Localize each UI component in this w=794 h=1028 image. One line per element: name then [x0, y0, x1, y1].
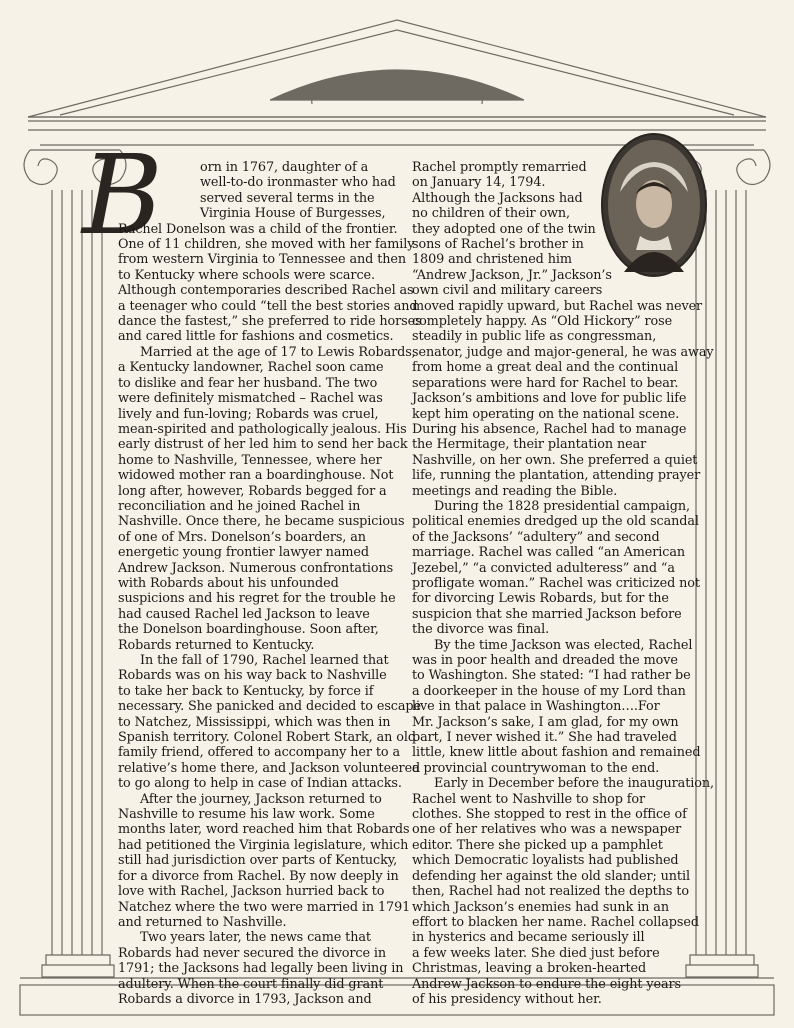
text-line: separations were hard for Rachel to bear.	[412, 375, 679, 391]
text-line: In the fall of 1790, Rachel learned that	[140, 653, 389, 668]
text-line: defending her against the old slander; until	[412, 868, 690, 884]
text-line: had caused Rachel led Jackson to leave	[118, 606, 370, 622]
text-line: which Jackson’s enemies had sunk in an	[412, 899, 669, 915]
text-line: suspicion that she married Jackson before	[412, 606, 682, 622]
text-column-left	[118, 160, 422, 1007]
text-line: the divorce was final.	[412, 622, 550, 638]
text-line: part, I never wished it.” She had traveled	[412, 730, 677, 746]
text-line: 1791; the Jacksons had legally been living in	[118, 961, 404, 977]
text-line: Rachel Donelson was a child of the frontier.	[118, 221, 398, 237]
text-line: 1809 and christened him	[412, 252, 572, 268]
text-line: Virginia House of Burgesses,	[200, 206, 386, 222]
text-line: clothes. She stopped to rest in the office of	[412, 807, 687, 823]
text-line: Robards returned to Kentucky.	[118, 637, 315, 653]
text-line: widowed mother ran a boardinghouse. Not	[118, 468, 394, 484]
text-line: Nashville, on her own. She preferred a quiet	[412, 452, 698, 468]
text-line: months later, word reached him that Robards	[118, 822, 410, 838]
text-line: During the 1828 presidential campaign,	[434, 498, 690, 514]
text-line: “Andrew Jackson, Jr.” Jackson’s	[412, 267, 612, 283]
text-line: early distrust of her led him to send her back	[118, 437, 408, 453]
text-line: Although contemporaries described Rachel as	[118, 283, 414, 299]
text-line: to Natchez, Mississippi, which was then in	[118, 714, 391, 730]
text-line: a doorkeeper in the house of my Lord than	[412, 683, 686, 699]
text-line: in hysterics and became seriously ill	[412, 930, 645, 946]
text-line: moved rapidly upward, but Rachel was never	[412, 298, 703, 314]
text-line: a few weeks later. She died just before	[412, 945, 660, 961]
text-line: By the time Jackson was elected, Rachel	[434, 637, 693, 653]
text-line: of one of Mrs. Donelson’s boarders, an	[118, 529, 366, 545]
text-line: which Democratic loyalists had published	[412, 853, 679, 869]
text-line: Jezebel,” “a convicted adulteress” and “a	[412, 560, 675, 576]
text-line: a Kentucky landowner, Rachel soon came	[118, 360, 384, 376]
text-line: still had jurisdiction over parts of Kentucky,	[118, 853, 398, 869]
text-line: Andrew Jackson to endure the eight years	[412, 976, 682, 992]
text-line: a provincial countrywoman to the end.	[412, 760, 660, 776]
text-line: family friend, offered to accompany her to a	[118, 745, 400, 761]
text-line: from home a great deal and the continual	[412, 360, 679, 376]
text-line: love with Rachel, Jackson hurried back to	[118, 884, 385, 900]
text-line: necessary. She panicked and decided to escape	[118, 699, 421, 715]
text-line: mean-spirited and pathologically jealous. His	[118, 421, 407, 437]
text-column-right	[412, 160, 714, 1007]
text-line: effort to blacken her name. Rachel collapsed	[412, 914, 699, 930]
text-line: Nashville to resume his law work. Some	[118, 807, 375, 823]
text-line: the Donelson boardinghouse. Soon after,	[118, 622, 379, 638]
text-line: little, knew little about fashion and remained	[412, 745, 701, 761]
text-line: editor. There she picked up a pamphlet	[412, 837, 663, 853]
text-line: One of 11 children, she moved with her family	[118, 237, 415, 253]
text-line: the Hermitage, their plantation near	[412, 437, 647, 453]
text-line: dance the fastest,” she preferred to ride horses	[118, 314, 422, 330]
text-line: meetings and reading the Bible.	[412, 483, 618, 499]
text-line: Robards a divorce in 1793, Jackson and	[118, 991, 372, 1007]
text-line: After the journey, Jackson returned to	[140, 791, 382, 807]
text-line: energetic young frontier lawyer named	[118, 545, 369, 561]
text-line: to take her back to Kentucky, by force if	[118, 683, 374, 699]
text-line: profligate woman.” Rachel was criticized not	[412, 575, 700, 591]
text-line: live in that palace in Washington….For	[412, 699, 660, 715]
text-line: Rachel promptly remarried	[412, 160, 587, 175]
text-line: relative’s home there, and Jackson volunteered	[118, 760, 421, 776]
text-line: sons of Rachel’s brother in	[412, 237, 584, 253]
text-line: home to Nashville, Tennessee, where her	[118, 452, 382, 468]
text-line: a teenager who could “tell the best stories and	[118, 298, 418, 314]
text-line: to dislike and fear her husband. The two	[118, 375, 378, 391]
text-line: of his presidency without her.	[412, 991, 602, 1007]
text-line: Jackson’s ambitions and love for public life	[412, 391, 687, 407]
text-line: of the Jacksons’ “adultery” and second	[412, 529, 660, 545]
text-line: for divorcing Lewis Robards, but for the	[412, 591, 669, 607]
text-line: to Washington. She stated: “I had rather be	[412, 668, 691, 684]
text-line: Early in December before the inauguration,	[434, 776, 714, 792]
text-line: to Kentucky where schools were scarce.	[118, 267, 375, 283]
text-line: then, Rachel had not realized the depths to	[412, 884, 689, 900]
text-line: kept him operating on the national scene.	[412, 406, 680, 422]
text-line: well-to-do ironmaster who had	[200, 175, 396, 191]
text-line: long after, however, Robards begged for a	[118, 483, 387, 499]
text-line: they adopted one of the twin	[412, 221, 596, 237]
text-line: was in poor health and dreaded the move	[412, 653, 678, 668]
text-line: Spanish territory. Colonel Robert Stark, an old	[118, 730, 416, 746]
text-line: completely happy. As “Old Hickory” rose	[412, 314, 673, 330]
pediment	[28, 20, 766, 117]
text-line: During his absence, Rachel had to manage	[412, 421, 687, 437]
text-line: Natchez where the two were married in 1791	[118, 899, 411, 915]
text-line: steadily in public life as congressman,	[412, 329, 657, 345]
text-line: Mr. Jackson’s sake, I am glad, for my own	[412, 714, 679, 730]
text-line: and cared little for fashions and cosmetics.	[118, 329, 394, 345]
text-line: for a divorce from Rachel. By now deeply in	[118, 868, 399, 884]
text-line: Rachel went to Nashville to shop for	[412, 791, 646, 807]
text-line: Christmas, leaving a broken-hearted	[412, 961, 647, 977]
text-line: Although the Jacksons had	[412, 190, 583, 206]
text-line: Robards had never secured the divorce in	[118, 945, 387, 961]
text-line: suspicions and his regret for the trouble he	[118, 591, 396, 607]
text-line: senator, judge and major-general, he was away	[412, 344, 714, 360]
text-line: with Robards about his unfounded	[118, 575, 339, 591]
text-line: to go along to help in case of Indian attacks.	[118, 776, 402, 792]
text-line: had petitioned the Virginia legislature, which	[118, 837, 409, 853]
drop-cap: B	[82, 131, 163, 259]
text-line: Nashville. Once there, he became suspicious	[118, 514, 405, 530]
text-line: Robards was on his way back to Nashville	[118, 668, 387, 684]
text-line: political enemies dredged up the old scandal	[412, 514, 699, 530]
text-line: from western Virginia to Tennessee and then	[118, 252, 407, 268]
text-line: Two years later, the news came that	[140, 930, 371, 946]
text-line: one of her relatives who was a newspaper	[412, 822, 682, 838]
text-line: lively and fun-loving; Robards was cruel,	[118, 406, 379, 422]
text-line: were definitely mismatched – Rachel was	[118, 391, 383, 407]
text-line: adultery. When the court finally did grant	[118, 976, 384, 992]
text-line: marriage. Rachel was called “an American	[412, 545, 686, 561]
text-line: and returned to Nashville.	[118, 914, 287, 930]
text-line: life, running the plantation, attending prayer	[412, 468, 701, 484]
text-line: on January 14, 1794.	[412, 175, 546, 191]
text-line: Andrew Jackson. Numerous confrontations	[118, 560, 394, 576]
text-line: reconciliation and he joined Rachel in	[118, 498, 361, 514]
text-line: served several terms in the	[200, 190, 375, 206]
text-line: Married at the age of 17 to Lewis Robards,	[140, 344, 416, 360]
text-line: no children of their own,	[412, 206, 571, 222]
text-line: own civil and military careers	[412, 283, 603, 299]
text-line: orn in 1767, daughter of a	[200, 160, 369, 175]
